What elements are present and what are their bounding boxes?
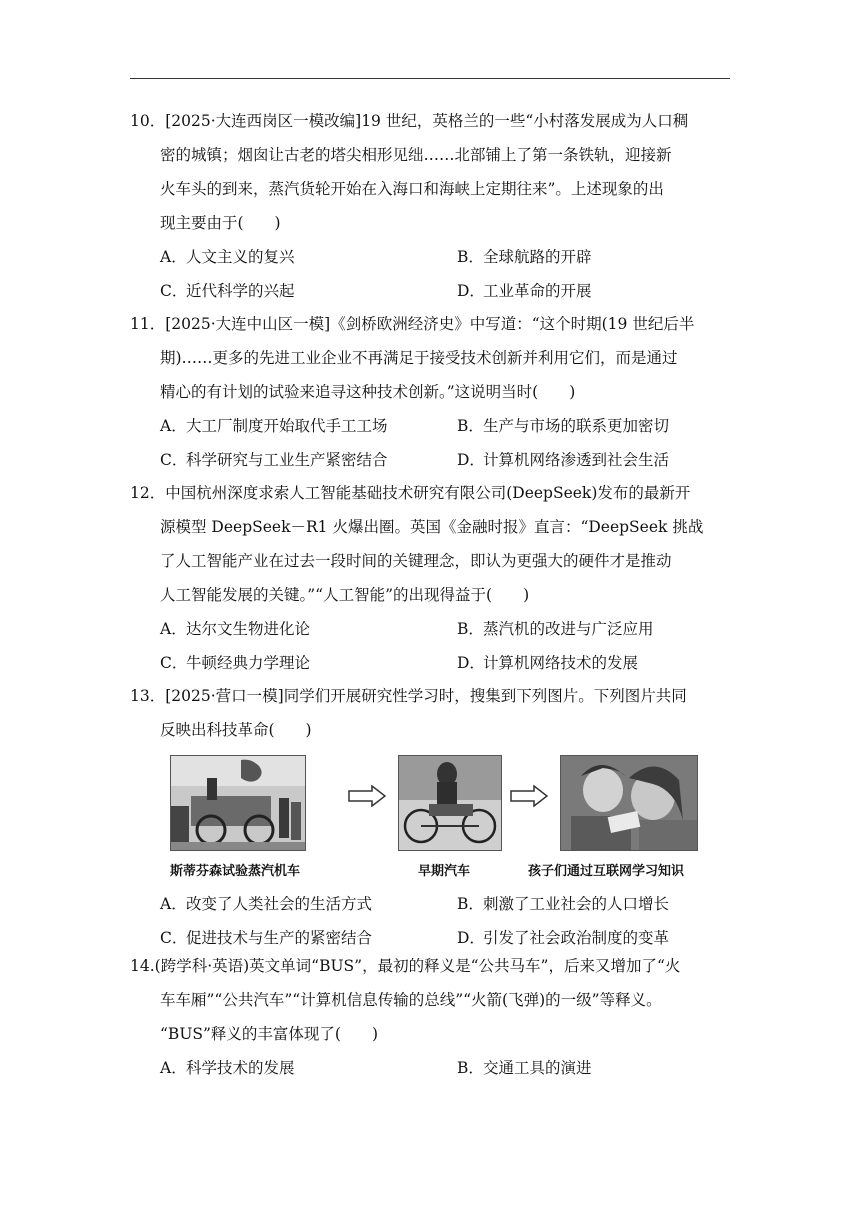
option-c[interactable]: C．促进技术与生产的紧密结合 — [160, 929, 373, 947]
option-a[interactable]: A．大工厂制度开始取代手工工场 — [160, 417, 388, 435]
figure-caption-3: 孩子们通过互联网学习知识 — [528, 864, 685, 879]
option-c[interactable]: C．科学研究与工业生产紧密结合 — [160, 451, 388, 469]
question-12-stem-line-2: 源模型 DeepSeek－R1 火爆出圈。英国《金融时报》直言：“DeepSeek 挑战 — [160, 518, 704, 536]
option-a[interactable]: A．改变了人类社会的生活方式 — [160, 895, 373, 913]
option-b[interactable]: B．蒸汽机的改进与广泛应用 — [457, 620, 654, 638]
option-a[interactable]: A．达尔文生物进化论 — [160, 620, 311, 638]
question-13-stem-line-1: 13．[2025·营口一模]同学们开展研究性学习时，搜集到下列图片。下列图片共同 — [130, 687, 687, 705]
option-b[interactable]: B．生产与市场的联系更加密切 — [457, 417, 670, 435]
question-14-stem-line-2: 车车厢”“公共汽车”“计算机信息传输的总线”“火箭(飞弹)的一级”等释义。 — [160, 991, 662, 1009]
question-10-stem-line-1: 10．[2025·大连西岗区一模改编]19 世纪，英格兰的一些“小村落发展成为人口稠 — [130, 112, 689, 130]
figure-children-internet — [528, 755, 698, 879]
question-14-options — [130, 1051, 732, 1085]
option-b[interactable]: B．交通工具的演进 — [457, 1059, 592, 1077]
question-10-options — [130, 240, 732, 308]
option-c[interactable]: C．近代科学的兴起 — [160, 282, 295, 300]
option-a[interactable]: A．人文主义的复兴 — [160, 248, 295, 266]
early-car-photo — [398, 755, 502, 851]
right-arrow-icon — [510, 785, 548, 807]
option-d[interactable]: D．工业革命的开展 — [457, 282, 592, 300]
figure-caption-1: 斯蒂芬森试验蒸汽机车 — [170, 864, 301, 879]
question-13-stem-line-2: 反映出科技革命( ) — [160, 721, 312, 739]
figure-steam-locomotive — [170, 755, 306, 879]
question-10-stem-line-4: 现主要由于( ) — [160, 214, 281, 232]
question-13 — [130, 679, 732, 955]
question-14-stem-line-1: 14.(跨学科·英语)英文单词“BUS”，最初的释义是“公共马车”，后来又增加了“火 — [130, 957, 681, 975]
question-12-stem-line-3: 了人工智能产业在过去一段时间的关键理念，即认为更强大的硬件才是推动 — [160, 552, 672, 570]
question-11 — [130, 307, 732, 477]
option-c[interactable]: C．牛顿经典力学理论 — [160, 654, 311, 672]
question-12-stem-line-4: 人工智能发展的关键。”“人工智能”的出现得益于( ) — [160, 586, 530, 604]
steam-locomotive-photo — [170, 755, 306, 851]
option-d[interactable]: D．引发了社会政治制度的变革 — [457, 929, 670, 947]
option-d[interactable]: D．计算机网络渗透到社会生活 — [457, 451, 670, 469]
question-12 — [130, 476, 732, 680]
children-internet-photo — [560, 755, 698, 851]
question-11-stem-line-2: 期)……更多的先进工业企业不再满足于接受技术创新并利用它们，而是通过 — [160, 349, 678, 367]
question-13-figure — [160, 755, 732, 885]
question-14-stem-line-3: “BUS”释义的丰富体现了( ) — [160, 1025, 379, 1043]
header-rule — [130, 78, 730, 79]
option-a[interactable]: A．科学技术的发展 — [160, 1059, 295, 1077]
question-11-stem-line-1: 11．[2025·大连中山区一模]《剑桥欧洲经济史》中写道：“这个时期(19 世纪后半 — [130, 315, 695, 333]
figure-caption-2: 早期汽车 — [418, 864, 471, 879]
right-arrow-icon — [348, 785, 386, 807]
option-d[interactable]: D．计算机网络技术的发展 — [457, 654, 639, 672]
question-11-options — [130, 409, 732, 477]
question-14 — [130, 949, 732, 1085]
question-12-options — [130, 612, 732, 680]
question-12-stem-line-1: 12．中国杭州深度求索人工智能基础技术研究有限公司(DeepSeek)发布的最新开 — [130, 484, 691, 502]
option-b[interactable]: B．全球航路的开辟 — [457, 248, 592, 266]
question-11-stem-line-3: 精心的有计划的试验来追寻这种技术创新。”这说明当时( ) — [160, 383, 576, 401]
option-b[interactable]: B．刺激了工业社会的人口增长 — [457, 895, 670, 913]
question-13-options — [130, 887, 732, 955]
question-10-stem-line-3: 火车头的到来，蒸汽货轮开始在入海口和海峡上定期往来”。上述现象的出 — [160, 180, 664, 198]
figure-early-car — [398, 755, 502, 879]
question-10 — [130, 104, 732, 308]
question-10-stem-line-2: 密的城镇；烟囱让古老的塔尖相形见绌……北部铺上了第一条铁轨，迎接新 — [160, 146, 672, 164]
